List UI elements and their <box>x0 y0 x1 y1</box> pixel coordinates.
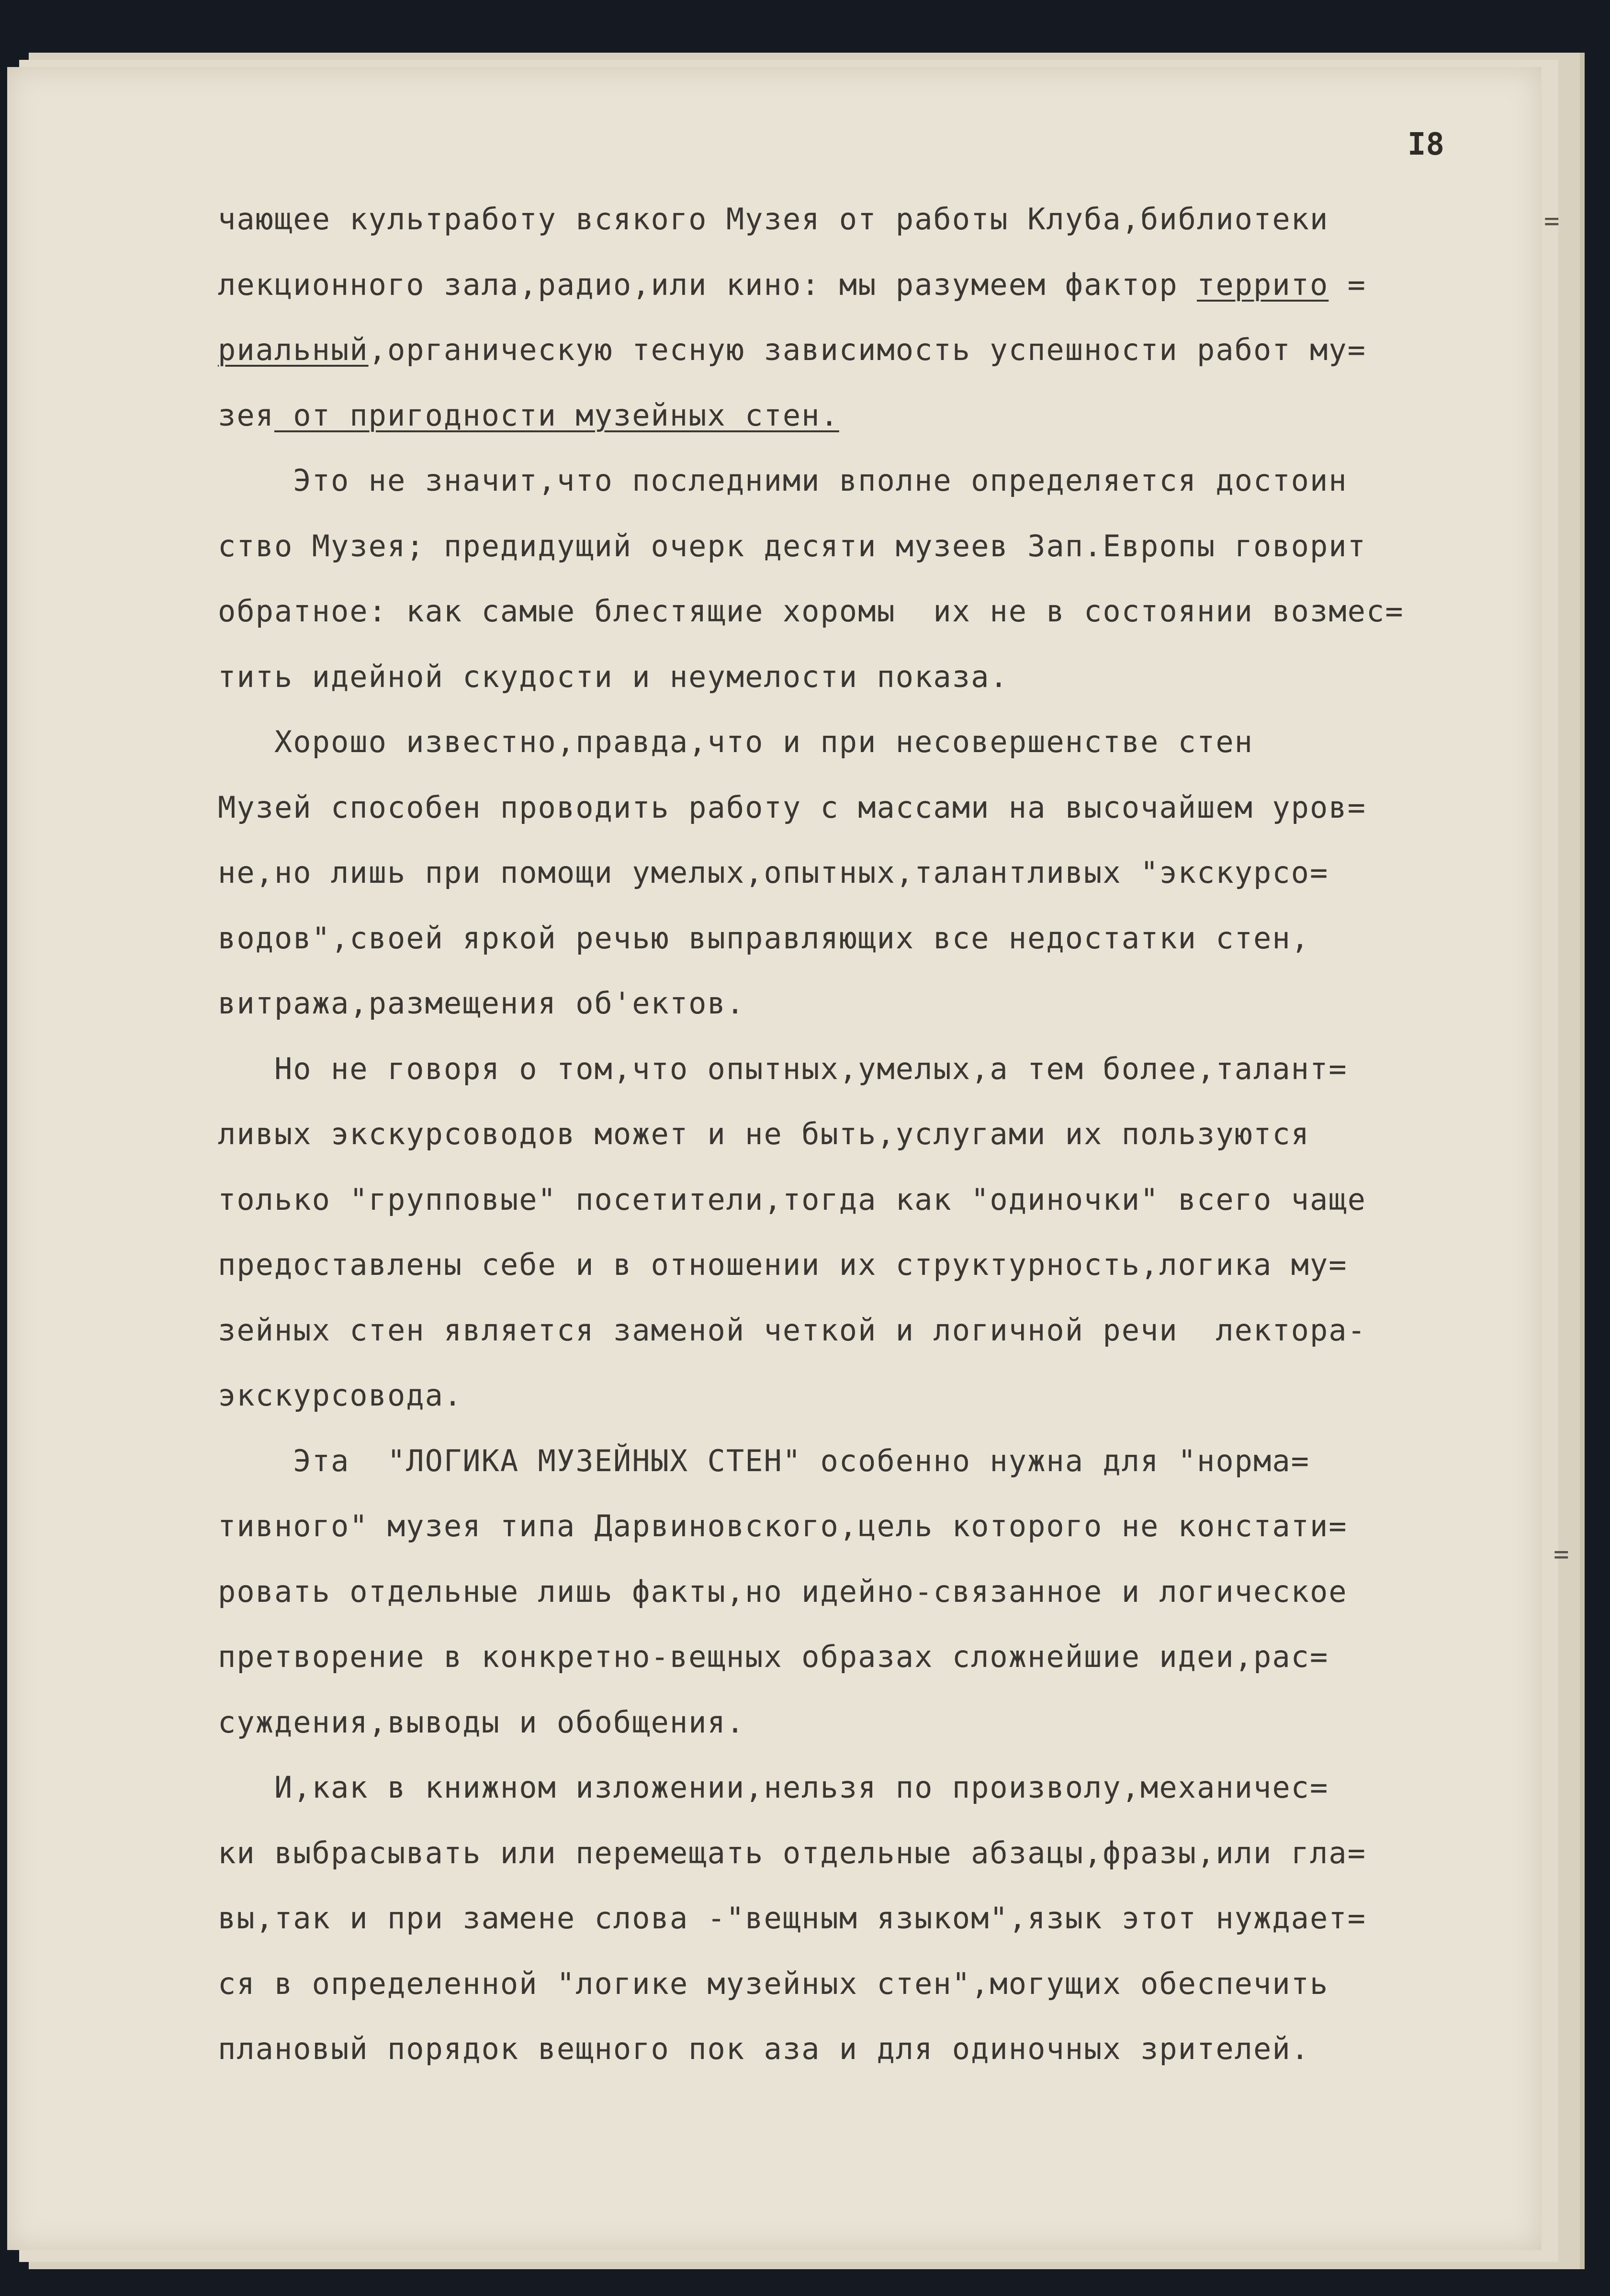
underlined-text: риальный <box>218 332 369 367</box>
text-line <box>218 1167 1520 1233</box>
line-text: тивного" музея типа Дарвиновского,цель которого не констати= <box>218 1508 1348 1543</box>
line-text: предоставлены себе и в отношении их структурность,логика му= <box>218 1247 1348 1282</box>
line-text: Музей способен проводить работу с массами на высочайшем уров= <box>218 789 1366 825</box>
line-text: ся в определенной "логике музейных стен",могущих обеспечить <box>218 1966 1329 2001</box>
text-line <box>218 1102 1520 1167</box>
underlined-text: террито <box>1197 267 1329 302</box>
text-line <box>218 1690 1520 1756</box>
text-line <box>218 1755 1520 1821</box>
text-line <box>218 1232 1520 1298</box>
text-line <box>218 971 1520 1036</box>
line-text: вы,так и при замене слова -"вещным языком",язык этот нуждает= <box>218 1901 1366 1936</box>
text-line <box>218 840 1520 906</box>
line-text: экскурсовода. <box>218 1378 463 1413</box>
line-text: суждения,выводы и обобщения. <box>218 1704 745 1740</box>
line-text: ,органическую тесную зависимость успешности работ му= <box>368 332 1366 367</box>
body-text <box>218 187 1520 2082</box>
text-line <box>218 1363 1520 1429</box>
margin-mark: = <box>1544 206 1560 236</box>
text-line <box>218 1821 1520 1886</box>
line-text: ливых экскурсоводов может и не быть,услугами их пользуются <box>218 1116 1310 1151</box>
text-line <box>218 1494 1520 1559</box>
text-line <box>218 775 1520 841</box>
text-line <box>218 2016 1520 2082</box>
text-line <box>218 317 1520 383</box>
text-line <box>218 579 1520 644</box>
line-text: плановый порядок вещного пок аза и для одиночных зрителей. <box>218 2031 1310 2066</box>
text-line <box>218 252 1520 318</box>
line-text: только "групповые" посетители,тогда как "одиночки" всего чаще <box>218 1182 1366 1217</box>
margin-mark: = <box>1554 1539 1569 1569</box>
line-text: Эта "ЛОГИКА МУЗЕЙНЫХ СТЕН" особенно нужна для "норма= <box>218 1443 1310 1478</box>
text-line <box>218 1559 1520 1625</box>
line-text: витража,размещения об'ектов. <box>218 986 745 1021</box>
text-line <box>218 644 1520 710</box>
line-text: ки выбрасывать или перемещать отдельные абзацы,фразы,или гла= <box>218 1835 1366 1870</box>
line-text: тить идейной скудости и неумелости показа. <box>218 659 1009 694</box>
line-text: ство Музея; предидущий очерк десяти музеев Зап.Европы говорит <box>218 528 1366 563</box>
line-text: = <box>1329 267 1366 302</box>
line-text: Это не значит,что последними вполне определяется достоин <box>218 463 1348 498</box>
text-line <box>218 448 1520 514</box>
text-line <box>218 906 1520 971</box>
line-text: ровать отдельные лишь факты,но идейно-связанное и логическое <box>218 1574 1348 1609</box>
line-text: И,как в книжном изложении,нельзя по произволу,механичес= <box>218 1770 1329 1805</box>
text-line <box>218 1298 1520 1363</box>
text-line <box>218 1624 1520 1690</box>
text-line <box>218 1886 1520 1951</box>
text-line <box>218 1036 1520 1102</box>
line-text: не,но лишь при помощи умелых,опытных,талантливых "экскурсо= <box>218 855 1329 890</box>
line-text: претворение в конкретно-вещных образах сложнейшие идеи,рас= <box>218 1639 1329 1674</box>
line-text: чающее культработу всякого Музея от работы Клуба,библиотеки <box>218 202 1329 236</box>
line-text: Хорошо известно,правда,что и при несовершенстве стен <box>218 724 1253 759</box>
line-text: обратное: как самые блестящие хоромы их не в состоянии возмес= <box>218 594 1404 629</box>
page-number: I8 <box>1407 127 1445 162</box>
text-line <box>218 1429 1520 1494</box>
text-line <box>218 709 1520 775</box>
underlined-text: от пригодности музейных стен. <box>274 397 839 433</box>
line-text: лекционного зала,радио,или кино: мы разумеем фактор <box>218 267 1197 302</box>
text-line <box>218 187 1520 252</box>
line-text: Но не говоря о том,что опытных,умелых,а тем более,талант= <box>218 1051 1348 1086</box>
text-line <box>218 383 1520 449</box>
line-text: зея <box>218 397 274 433</box>
text-line <box>218 1951 1520 2017</box>
line-text: зейных стен является заменой четкой и логичной речи лектора- <box>218 1312 1366 1348</box>
line-text: водов",своей яркой речью выправляющих все недостатки стен, <box>218 920 1310 956</box>
text-line <box>218 514 1520 579</box>
